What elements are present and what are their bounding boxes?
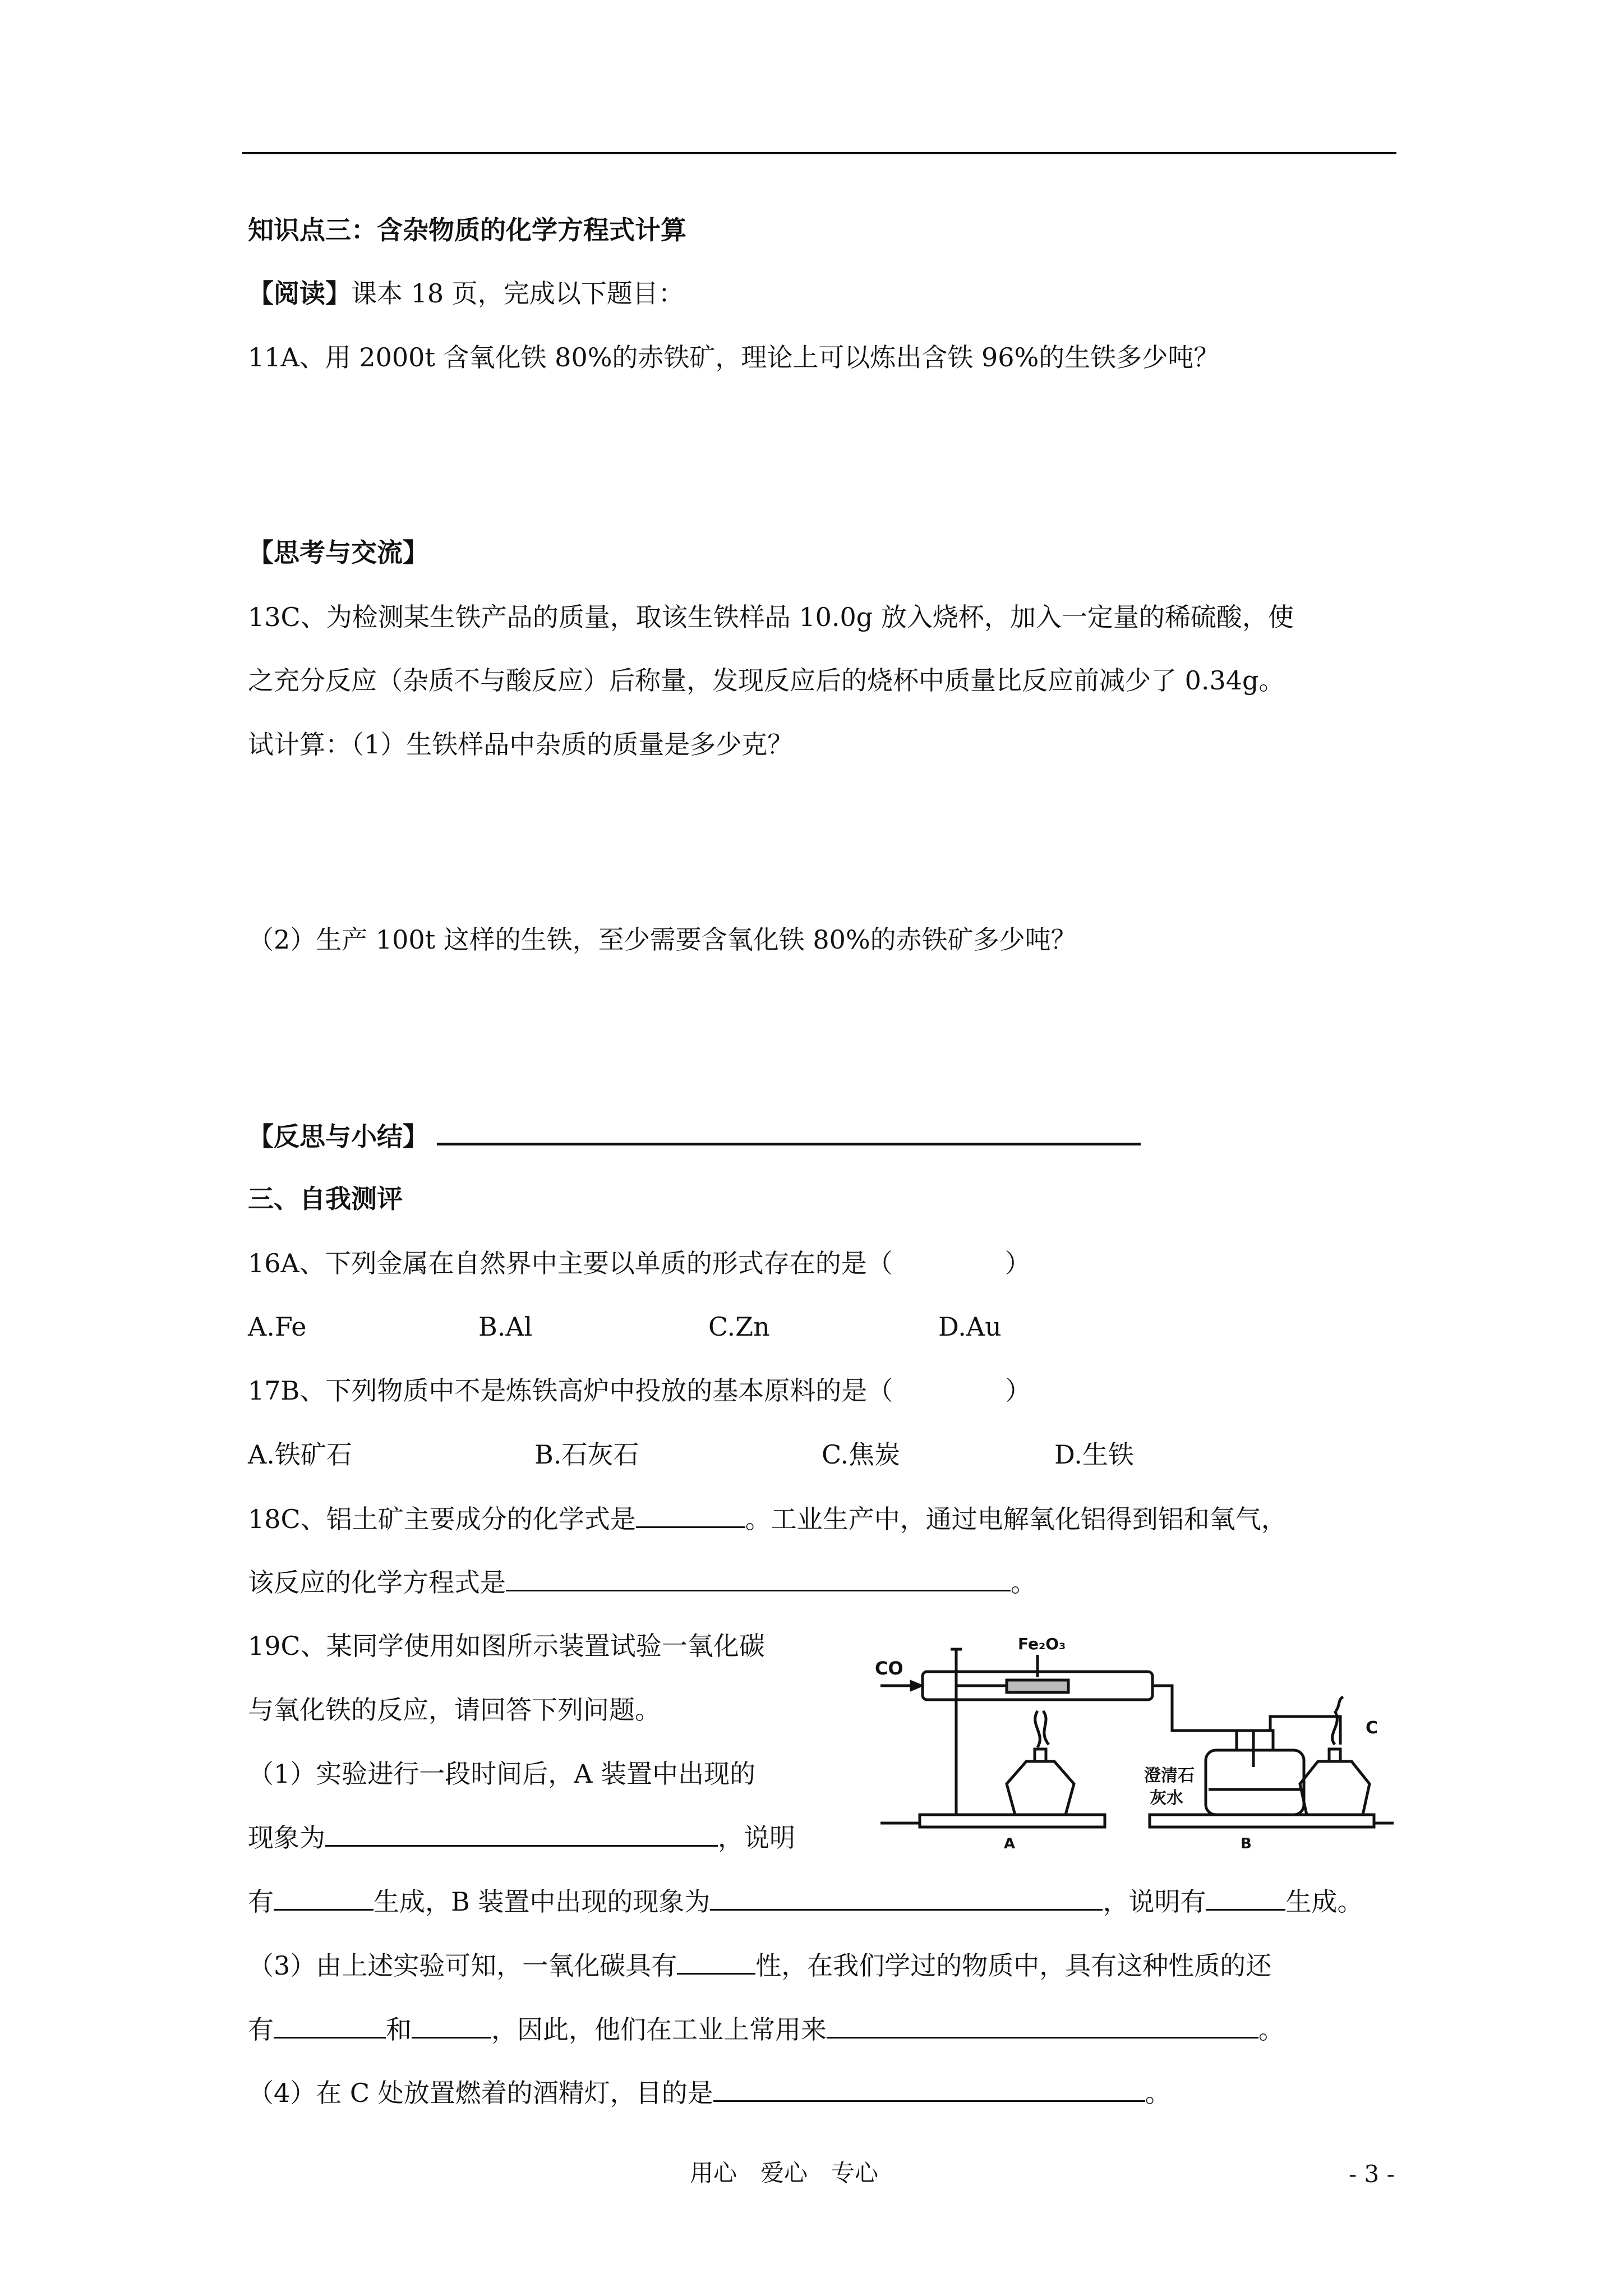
question-19-line4 bbox=[248, 1820, 795, 1855]
question-18-text-a: 18C、铝土矿主要成分的化学式是 bbox=[248, 1504, 636, 1534]
question-13-part2: （2）生产 100t 这样的生铁，至少需要含氧化铁 80%的赤铁矿多少吨？ bbox=[248, 924, 1077, 955]
question-17-stem: 17B、下列物质中不是炼铁高炉中投放的基本原料的是（ bbox=[248, 1375, 893, 1406]
reflect-answer-blank[interactable] bbox=[437, 1118, 1141, 1145]
apparatus-a-label: A bbox=[1004, 1835, 1016, 1851]
self-test-heading: 三、自我测评 bbox=[248, 1184, 403, 1214]
phenomenon-a-blank[interactable] bbox=[325, 1820, 718, 1847]
footer-motto: 用心 爱心 专心 bbox=[690, 2159, 879, 2187]
header-rule bbox=[242, 152, 1396, 154]
question-19-line2: 与氧化铁的反应，请回答下列问题。 bbox=[248, 1695, 661, 1725]
phenomenon-b-blank[interactable] bbox=[710, 1884, 1103, 1911]
question-17 bbox=[248, 1374, 1031, 1407]
question-19-text-8b: 。 bbox=[1145, 2078, 1171, 2108]
question-18-line1 bbox=[248, 1502, 1287, 1536]
question-19-text-5b: 生成，B 装置中出现的现象为 bbox=[374, 1887, 711, 1917]
apparatus-b-label: B bbox=[1241, 1835, 1252, 1851]
question-19-line5 bbox=[248, 1884, 1363, 1918]
option-16-a: A.Fe bbox=[248, 1312, 307, 1342]
question-11: 11A、用 2000t 含氧化铁 80%的赤铁矿，理论上可以炼出含铁 96%的生铁多少吨？ bbox=[248, 342, 1220, 372]
page-number: - 3 - bbox=[1349, 2160, 1395, 2188]
read-text: 课本 18 页，完成以下题目： bbox=[351, 278, 684, 309]
purpose-blank[interactable] bbox=[713, 2076, 1145, 2102]
option-16-c: C.Zn bbox=[708, 1312, 770, 1342]
question-13-line3: 试计算：（1）生铁样品中杂质的质量是多少克？ bbox=[248, 729, 794, 760]
question-19-line6 bbox=[248, 1948, 1271, 1982]
question-19-text-6b: 性，在我们学过的物质中，具有这种性质的还 bbox=[755, 1950, 1272, 1981]
section-title: 知识点三：含杂物质的化学方程式计算 bbox=[248, 215, 686, 245]
apparatus-figure bbox=[869, 1627, 1402, 1851]
question-16 bbox=[248, 1246, 1031, 1280]
limewater-label-2: 灰水 bbox=[1150, 1788, 1183, 1808]
apparatus-diagram bbox=[869, 1627, 1402, 1851]
question-18-line2 bbox=[248, 1565, 1036, 1599]
question-18-text-c: 该反应的化学方程式是 bbox=[248, 1567, 506, 1598]
read-tag: 【阅读】 bbox=[248, 278, 351, 309]
apparatus-c-label: C bbox=[1366, 1718, 1378, 1738]
question-19-text-8a: （4）在 C 处放置燃着的酒精灯，目的是 bbox=[248, 2078, 713, 2108]
option-17-b: B.石灰石 bbox=[534, 1439, 639, 1470]
question-18-text-d: 。 bbox=[1011, 1567, 1036, 1598]
reflect-heading: 【反思与小结】 bbox=[248, 1121, 428, 1152]
substance-1-blank[interactable] bbox=[274, 2012, 386, 2039]
question-19-text-5a: 有 bbox=[248, 1887, 274, 1917]
question-19-line1: 19C、某同学使用如图所示装置试验一氧化碳 bbox=[248, 1631, 765, 1661]
question-19-text-5c: ，说明有 bbox=[1103, 1887, 1206, 1917]
option-16-d: D.Au bbox=[938, 1312, 1002, 1342]
question-19-text-7c: ，因此，他们在工业上常用来 bbox=[491, 2014, 827, 2045]
question-19-text-5d: 生成。 bbox=[1285, 1887, 1363, 1917]
equation-blank[interactable] bbox=[506, 1565, 1011, 1591]
read-line bbox=[248, 277, 684, 310]
question-19-line3: （1）实验进行一段时间后，A 装置中出现的 bbox=[248, 1759, 756, 1789]
formula-blank[interactable] bbox=[636, 1502, 745, 1528]
question-19-line8 bbox=[248, 2076, 1171, 2110]
question-18-text-b: 。工业生产中，通过电解氧化铝得到铝和氧气， bbox=[745, 1504, 1287, 1534]
question-19-text-7d: 。 bbox=[1258, 2014, 1284, 2045]
question-16-stem: 16A、下列金属在自然界中主要以单质的形式存在的是（ bbox=[248, 1248, 893, 1278]
question-19-text-7b: 和 bbox=[386, 2014, 412, 2045]
option-16-b: B.Al bbox=[478, 1312, 533, 1342]
product-a-blank[interactable] bbox=[274, 1884, 374, 1911]
fe2o3-label: Fe₂O₃ bbox=[1018, 1635, 1066, 1653]
question-19-text-7a: 有 bbox=[248, 2014, 274, 2045]
question-19-text-6a: （3）由上述实验可知，一氧化碳具有 bbox=[248, 1950, 677, 1981]
question-19-text-4a: 现象为 bbox=[248, 1823, 325, 1853]
option-17-d: D.生铁 bbox=[1054, 1439, 1134, 1470]
question-19-line7 bbox=[248, 2012, 1284, 2046]
substance-2-blank[interactable] bbox=[412, 2012, 491, 2039]
product-b-blank[interactable] bbox=[1206, 1884, 1285, 1911]
question-13-line2: 之充分反应（杂质不与酸反应）后称量，发现反应后的烧杯中质量比反应前减少了 0.34g。 bbox=[248, 665, 1285, 696]
co-label: CO bbox=[875, 1658, 903, 1679]
option-17-a: A.铁矿石 bbox=[248, 1439, 352, 1470]
option-17-c: C.焦炭 bbox=[822, 1439, 901, 1470]
property-blank[interactable] bbox=[677, 1948, 755, 1975]
limewater-label-1: 澄清石 bbox=[1144, 1766, 1195, 1786]
question-13-line1: 13C、为检测某生铁产品的质量，取该生铁样品 10.0g 放入烧杯，加入一定量的稀硫酸，使 bbox=[248, 602, 1294, 632]
question-16-close: ） bbox=[1004, 1248, 1031, 1278]
think-heading: 【思考与交流】 bbox=[248, 537, 428, 568]
question-19-text-4b: ，说明 bbox=[718, 1823, 795, 1853]
question-17-close: ） bbox=[1005, 1375, 1031, 1406]
usage-blank[interactable] bbox=[827, 2012, 1258, 2039]
reflect-line bbox=[248, 1118, 1141, 1153]
